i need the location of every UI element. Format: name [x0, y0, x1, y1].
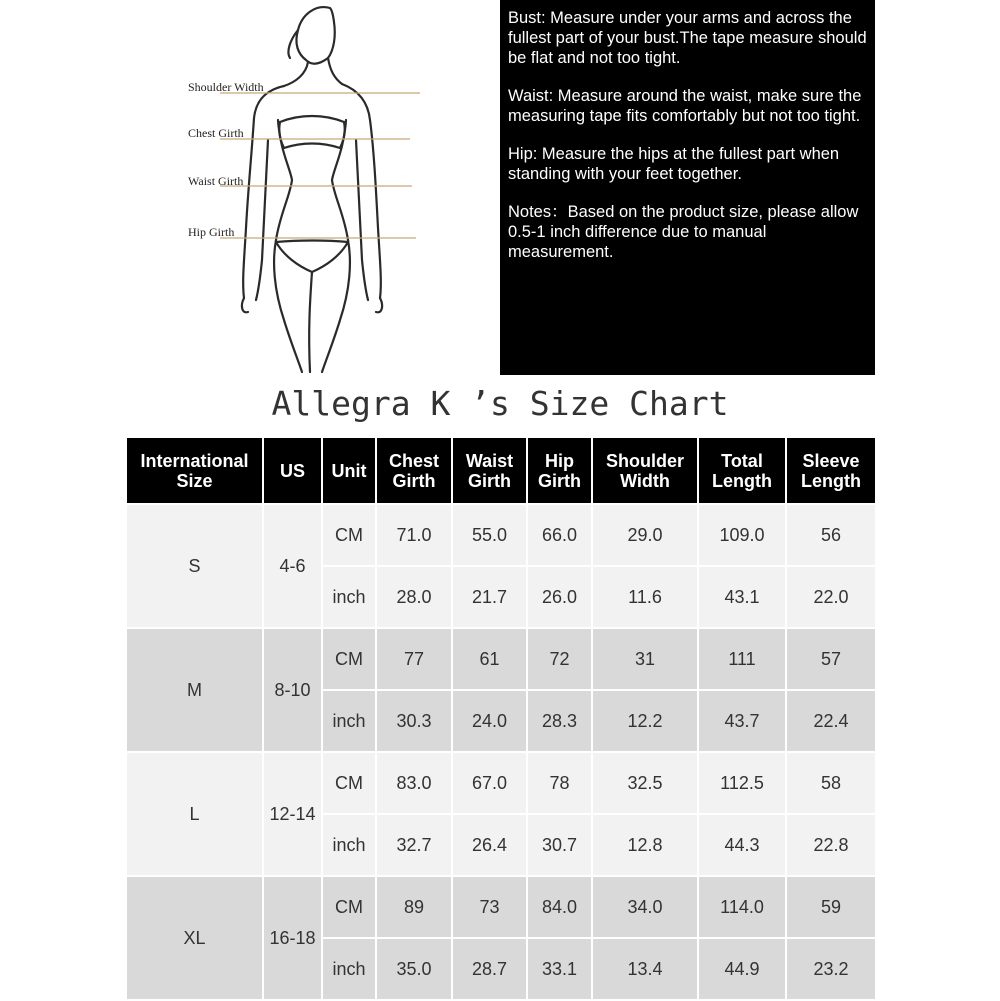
us-size-cell: 16-18 [263, 876, 322, 1000]
us-size-cell: 4-6 [263, 504, 322, 628]
chest-cell: 35.0 [376, 938, 452, 1000]
sleeve-length-cell: 58 [786, 752, 876, 814]
header-international-size: International Size [126, 437, 263, 504]
body-measurement-figure [180, 0, 440, 375]
header-shoulder-width: Shoulder Width [592, 437, 698, 504]
chest-cell: 83.0 [376, 752, 452, 814]
total-length-cell: 44.3 [698, 814, 786, 876]
total-length-cell: 114.0 [698, 876, 786, 938]
unit-cell: CM [322, 876, 376, 938]
waist-cell: 28.7 [452, 938, 527, 1000]
total-length-cell: 109.0 [698, 504, 786, 566]
waist-cell: 21.7 [452, 566, 527, 628]
hip-cell: 72 [527, 628, 592, 690]
waist-cell: 73 [452, 876, 527, 938]
measuring-instructions [500, 0, 875, 375]
label-shoulder-width: Shoulder Width [188, 80, 264, 94]
label-hip-girth: Hip Girth [188, 225, 235, 239]
hip-cell: 28.3 [527, 690, 592, 752]
unit-cell: inch [322, 566, 376, 628]
table-row [126, 504, 876, 566]
shoulder-cell: 12.2 [592, 690, 698, 752]
shoulder-cell: 29.0 [592, 504, 698, 566]
shoulder-cell: 32.5 [592, 752, 698, 814]
waist-cell: 67.0 [452, 752, 527, 814]
shoulder-cell: 11.6 [592, 566, 698, 628]
waist-cell: 61 [452, 628, 527, 690]
chest-cell: 32.7 [376, 814, 452, 876]
hip-cell: 78 [527, 752, 592, 814]
shoulder-cell: 12.8 [592, 814, 698, 876]
size-cell: S [126, 504, 263, 628]
hip-instruction: Hip: Measure the hips at the fullest part when standing with your feet together. [508, 145, 840, 183]
table-row [126, 752, 876, 814]
unit-cell: CM [322, 752, 376, 814]
size-cell: L [126, 752, 263, 876]
unit-cell: inch [322, 938, 376, 1000]
total-length-cell: 111 [698, 628, 786, 690]
header-sleeve-length: Sleeve Length [786, 437, 876, 504]
sleeve-length-cell: 22.8 [786, 814, 876, 876]
us-size-cell: 8-10 [263, 628, 322, 752]
chest-cell: 28.0 [376, 566, 452, 628]
header-us: US [263, 437, 322, 504]
total-length-cell: 43.1 [698, 566, 786, 628]
hip-cell: 84.0 [527, 876, 592, 938]
chest-cell: 77 [376, 628, 452, 690]
hip-cell: 30.7 [527, 814, 592, 876]
hip-cell: 66.0 [527, 504, 592, 566]
hip-cell: 26.0 [527, 566, 592, 628]
us-size-cell: 12-14 [263, 752, 322, 876]
sleeve-length-cell: 56 [786, 504, 876, 566]
label-chest-girth: Chest Girth [188, 126, 244, 140]
sleeve-length-cell: 57 [786, 628, 876, 690]
total-length-cell: 44.9 [698, 938, 786, 1000]
sleeve-length-cell: 22.0 [786, 566, 876, 628]
chest-cell: 71.0 [376, 504, 452, 566]
unit-cell: inch [322, 690, 376, 752]
total-length-cell: 43.7 [698, 690, 786, 752]
table-header-row [126, 437, 876, 504]
waist-cell: 26.4 [452, 814, 527, 876]
sleeve-length-cell: 59 [786, 876, 876, 938]
size-chart-table [125, 436, 877, 1001]
size-cell: XL [126, 876, 263, 1000]
table-row [126, 628, 876, 690]
sleeve-length-cell: 23.2 [786, 938, 876, 1000]
unit-cell: CM [322, 628, 376, 690]
header-hip-girth: Hip Girth [527, 437, 592, 504]
shoulder-cell: 34.0 [592, 876, 698, 938]
chest-cell: 89 [376, 876, 452, 938]
label-waist-girth: Waist Girth [188, 174, 244, 188]
unit-cell: inch [322, 814, 376, 876]
shoulder-cell: 31 [592, 628, 698, 690]
hip-cell: 33.1 [527, 938, 592, 1000]
shoulder-cell: 13.4 [592, 938, 698, 1000]
waist-cell: 24.0 [452, 690, 527, 752]
size-chart-title: Allegra K ’s Size Chart [271, 384, 729, 423]
sleeve-length-cell: 22.4 [786, 690, 876, 752]
table-row [126, 876, 876, 938]
chest-cell: 30.3 [376, 690, 452, 752]
total-length-cell: 112.5 [698, 752, 786, 814]
unit-cell: CM [322, 504, 376, 566]
size-cell: M [126, 628, 263, 752]
waist-instruction: Waist: Measure around the waist, make sure the measuring tape fits comfortably but not too tight. [508, 87, 862, 125]
waist-cell: 55.0 [452, 504, 527, 566]
notes-instruction: Notes：Based on the product size, please allow 0.5-1 inch difference due to manual measurement. [508, 203, 859, 261]
bust-instruction: Bust: Measure under your arms and across the fullest part of your bust.The tape measure should be flat and not too tight. [508, 9, 867, 67]
header-unit: Unit [322, 437, 376, 504]
header-total-length: Total Length [698, 437, 786, 504]
header-chest-girth: Chest Girth [376, 437, 452, 504]
header-waist-girth: Waist Girth [452, 437, 527, 504]
